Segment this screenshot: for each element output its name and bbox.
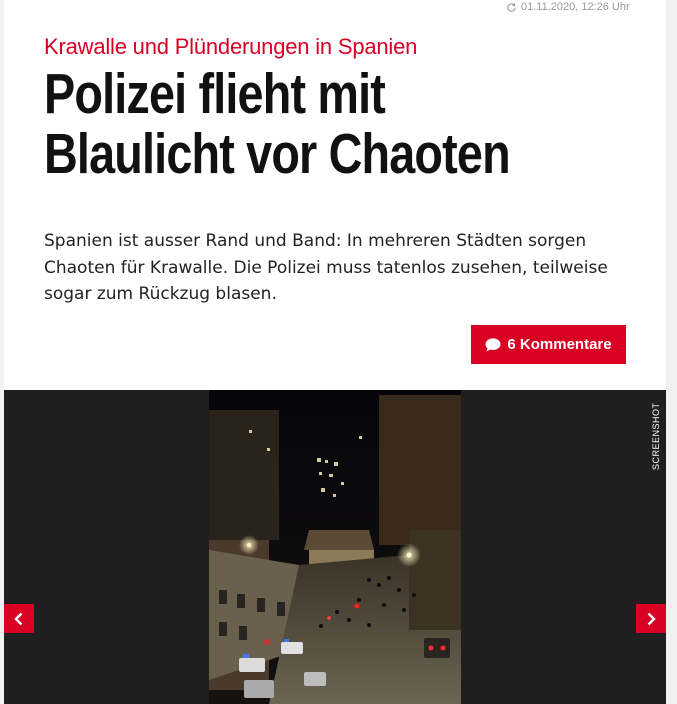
media-gallery [4, 390, 666, 704]
speech-bubble-icon [485, 338, 501, 352]
article-timestamp [506, 1, 630, 13]
chevron-left-icon [13, 612, 25, 626]
article-kicker: Krawalle und Plünderungen in Spanien [44, 34, 418, 59]
headline-line-2: Blaulicht vor Chaoten [44, 122, 510, 186]
article-headline [44, 64, 536, 184]
timestamp-text: 01.11.2020, 12:26 Uhr [521, 1, 630, 13]
screenshot-label: SCREENSHOT [651, 402, 661, 470]
gallery-prev-button[interactable] [4, 604, 34, 633]
refresh-icon [506, 2, 517, 13]
comments-button-label: 6 Kommentare [507, 336, 612, 353]
article-lead: Spanien ist ausser Rand und Band: In mehreren Städten sorgen Chaoten für Krawalle. Die Polizei muss tatenlos zusehen, teilweise sogar zum Rückzug blasen. [44, 231, 608, 304]
page-scrollbar[interactable] [666, 0, 677, 704]
video-screenshot-image [209, 390, 461, 704]
chevron-right-icon [645, 612, 657, 626]
headline-line-1: Polizei flieht mit [44, 62, 386, 126]
gallery-next-button[interactable] [636, 604, 666, 633]
comments-button[interactable] [471, 325, 626, 364]
